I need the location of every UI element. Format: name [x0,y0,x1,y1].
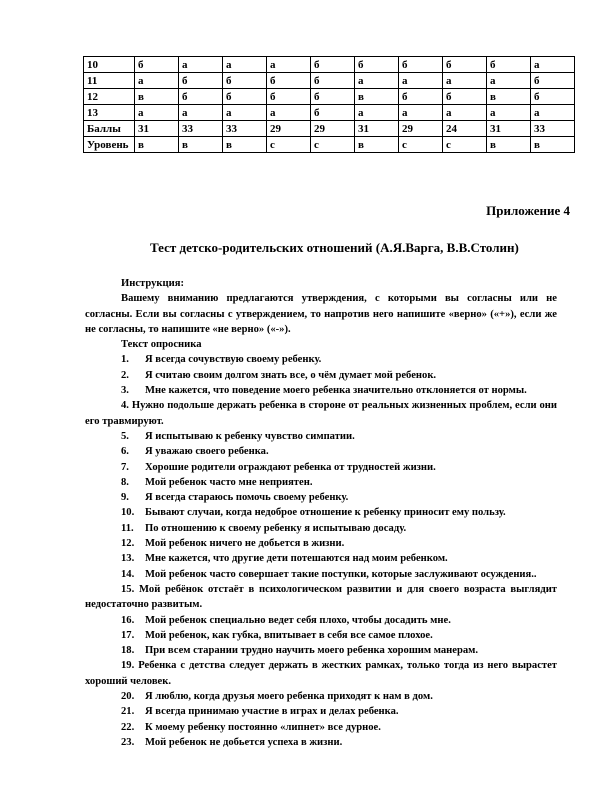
list-item [85,460,557,475]
item-text: Мой ребенок, как губка, впитывает в себя все самое плохое. [145,629,433,641]
table-cell: 33 [531,121,575,137]
item-text: По отношению к своему ребенку я испытываю досаду. [145,522,407,534]
table-cell: 33 [179,121,223,137]
table-cell: а [531,57,575,73]
item-text: Мне кажется, что поведение моего ребенка значительно отклоняется от нормы. [145,385,527,397]
table-cell: б [311,73,355,89]
list-item [85,628,557,643]
list-item [85,536,557,551]
table-cell: б [267,89,311,105]
instruction-text: Вашему вниманию предлагаются утверждения, с которыми вы согласны или не согласны. Если вы согласны с утверждением, то напротив него напишите «верно» («+»), если же не согласны, то напишите «не верно» («-»). [85,293,557,335]
item-number: 7. [121,461,129,473]
table-cell: с [311,137,355,153]
item-number: 9. [121,492,129,504]
table-cell: б [399,89,443,105]
item-text: Мой ребенок ничего не добьется в жизни. [145,538,345,550]
item-text: Мой ребенок часто совершает такие поступки, которые заслуживают осуждения.. [145,568,537,580]
row-label: Баллы [84,121,135,137]
table-cell: 29 [267,121,311,137]
item-text: К моему ребенку постоянно «липнет» все дурное. [145,721,381,733]
table-cell: б [223,89,267,105]
table-cell: в [355,89,399,105]
list-item [85,429,557,444]
list-item [85,490,557,505]
table-cell: 29 [399,121,443,137]
item-number: 11. [121,522,134,534]
table-cell: б [267,73,311,89]
table-cell: а [179,105,223,121]
table-cell: 31 [355,121,399,137]
item-number: 2. [121,369,129,381]
table-cell: 31 [135,121,179,137]
item-number: 16. [121,614,135,626]
table-row [84,89,575,105]
item-number: 4. [121,400,132,412]
table-cell: а [267,105,311,121]
table-cell: 31 [487,121,531,137]
table-cell: б [355,57,399,73]
table-cell: 29 [311,121,355,137]
table-cell: а [179,57,223,73]
list-item [85,567,557,582]
list-item [85,643,557,658]
table-row [84,105,575,121]
item-text: Ребенка с детства следует держать в жестких рамках, только тогда из него вырастет хороший человек. [85,660,558,687]
item-text: Хорошие родители ограждают ребенка от трудностей жизни. [145,461,436,473]
item-text: Бывают случаи, когда недоброе отношение к ребенку приносит ему пользу. [145,507,506,519]
table-cell: б [443,57,487,73]
list-item [85,444,557,459]
table-cell: а [135,105,179,121]
item-text: Я люблю, когда друзья моего ребенка приходят к нам в дом. [145,691,433,703]
table-cell: а [399,105,443,121]
item-text: Я уважаю своего ребенка. [145,446,269,458]
table-cell: б [135,57,179,73]
table-cell: в [179,137,223,153]
item-number: 12. [121,538,135,550]
table-cell: б [531,89,575,105]
table-cell: в [487,137,531,153]
item-text: Нужно подольше держать ребенка в стороне от реальных жизненных проблем, если они его травмируют. [85,400,558,427]
row-label: 13 [84,105,135,121]
item-number: 3. [121,385,129,397]
item-number: 15. [121,583,140,595]
item-number: 20. [121,691,135,703]
list-item [85,551,557,566]
table-cell: а [443,73,487,89]
row-label: 10 [84,57,135,73]
table-cell: б [531,73,575,89]
table-cell: а [487,105,531,121]
table-cell: в [135,137,179,153]
table-cell: с [399,137,443,153]
item-number: 14. [121,568,135,580]
item-text: Я всегда стараюсь помочь своему ребенку. [145,492,349,504]
document-title: Тест детско-родительских отношений (А.Я.Варга, В.В.Столин) [150,240,519,255]
table-cell: а [443,105,487,121]
item-number: 5. [121,430,129,442]
list-item [85,720,557,735]
row-label: 11 [84,73,135,89]
table-cell: б [179,89,223,105]
table-cell: в [531,137,575,153]
item-number: 18. [121,645,135,657]
list-item [85,613,557,628]
item-number: 1. [121,354,129,366]
table-row [84,57,575,73]
instruction-heading: Инструкция: [121,278,184,289]
item-number: 6. [121,446,129,458]
item-text: Я всегда принимаю участие в играх и делах ребенка. [145,706,399,718]
list-item [85,352,557,367]
list-item [85,704,557,719]
table-cell: а [355,105,399,121]
list-item [85,505,557,520]
list-item [85,582,557,613]
item-text: При всем старании трудно научить моего ребенка хорошим манерам. [145,645,479,657]
table-row [84,73,575,89]
table-cell: а [531,105,575,121]
item-text: Мой ребенок специально ведет себя плохо, чтобы досадить мне. [145,614,451,626]
table-row [84,121,575,137]
table-cell: б [223,73,267,89]
table-cell: а [399,73,443,89]
table-cell: а [355,73,399,89]
table-cell: 24 [443,121,487,137]
table-cell: б [311,57,355,73]
item-text: Мой ребенок часто мне неприятен. [145,476,313,488]
item-number: 17. [121,629,135,641]
item-text: Мне кажется, что другие дети потешаются над моим ребенком. [145,553,448,565]
document-body [85,276,557,750]
table-cell: в [355,137,399,153]
table-cell: б [311,89,355,105]
table-cell: в [223,137,267,153]
table-cell: а [223,57,267,73]
row-label: 12 [84,89,135,105]
list-item [85,689,557,704]
item-number: 8. [121,476,129,488]
table-cell: с [443,137,487,153]
table-cell: в [487,89,531,105]
table-cell: б [179,73,223,89]
item-text: Я всегда сочувствую своему ребенку. [145,354,322,366]
table-cell: б [399,57,443,73]
item-number: 13. [121,553,135,565]
list-item [85,658,557,689]
table-cell: а [135,73,179,89]
list-item [85,368,557,383]
list-item [85,521,557,536]
item-number: 19. [121,660,139,672]
table-row [84,137,575,153]
table-cell: б [487,57,531,73]
table-cell: а [267,57,311,73]
item-text: Я считаю своим долгом знать все, о чём думает мой ребенок. [145,369,437,381]
list-item [85,383,557,398]
item-number: 21. [121,706,135,718]
item-number: 23. [121,736,135,748]
row-label: Уровень [84,137,135,153]
item-text: Мой ребенок не добьется успеха в жизни. [145,736,343,748]
table-cell: с [267,137,311,153]
appendix-label: Приложение 4 [486,203,570,218]
table-cell: а [223,105,267,121]
table-cell: 33 [223,121,267,137]
table-cell: б [311,105,355,121]
item-number: 10. [121,507,135,519]
questionnaire-heading: Текст опросника [121,339,202,351]
scores-table [83,56,575,153]
item-text: Я испытываю к ребенку чувство симпатии. [145,430,355,442]
item-number: 22. [121,721,135,733]
questionnaire-list [85,352,557,750]
item-text: Мой ребёнок отстаёт в психологическом развитии и для своего возраста выглядит недостаточно развитым. [85,583,558,611]
list-item [85,475,557,490]
table-cell: в [135,89,179,105]
table-cell: а [487,73,531,89]
list-item [85,735,557,750]
table-cell: б [443,89,487,105]
list-item [85,398,557,429]
